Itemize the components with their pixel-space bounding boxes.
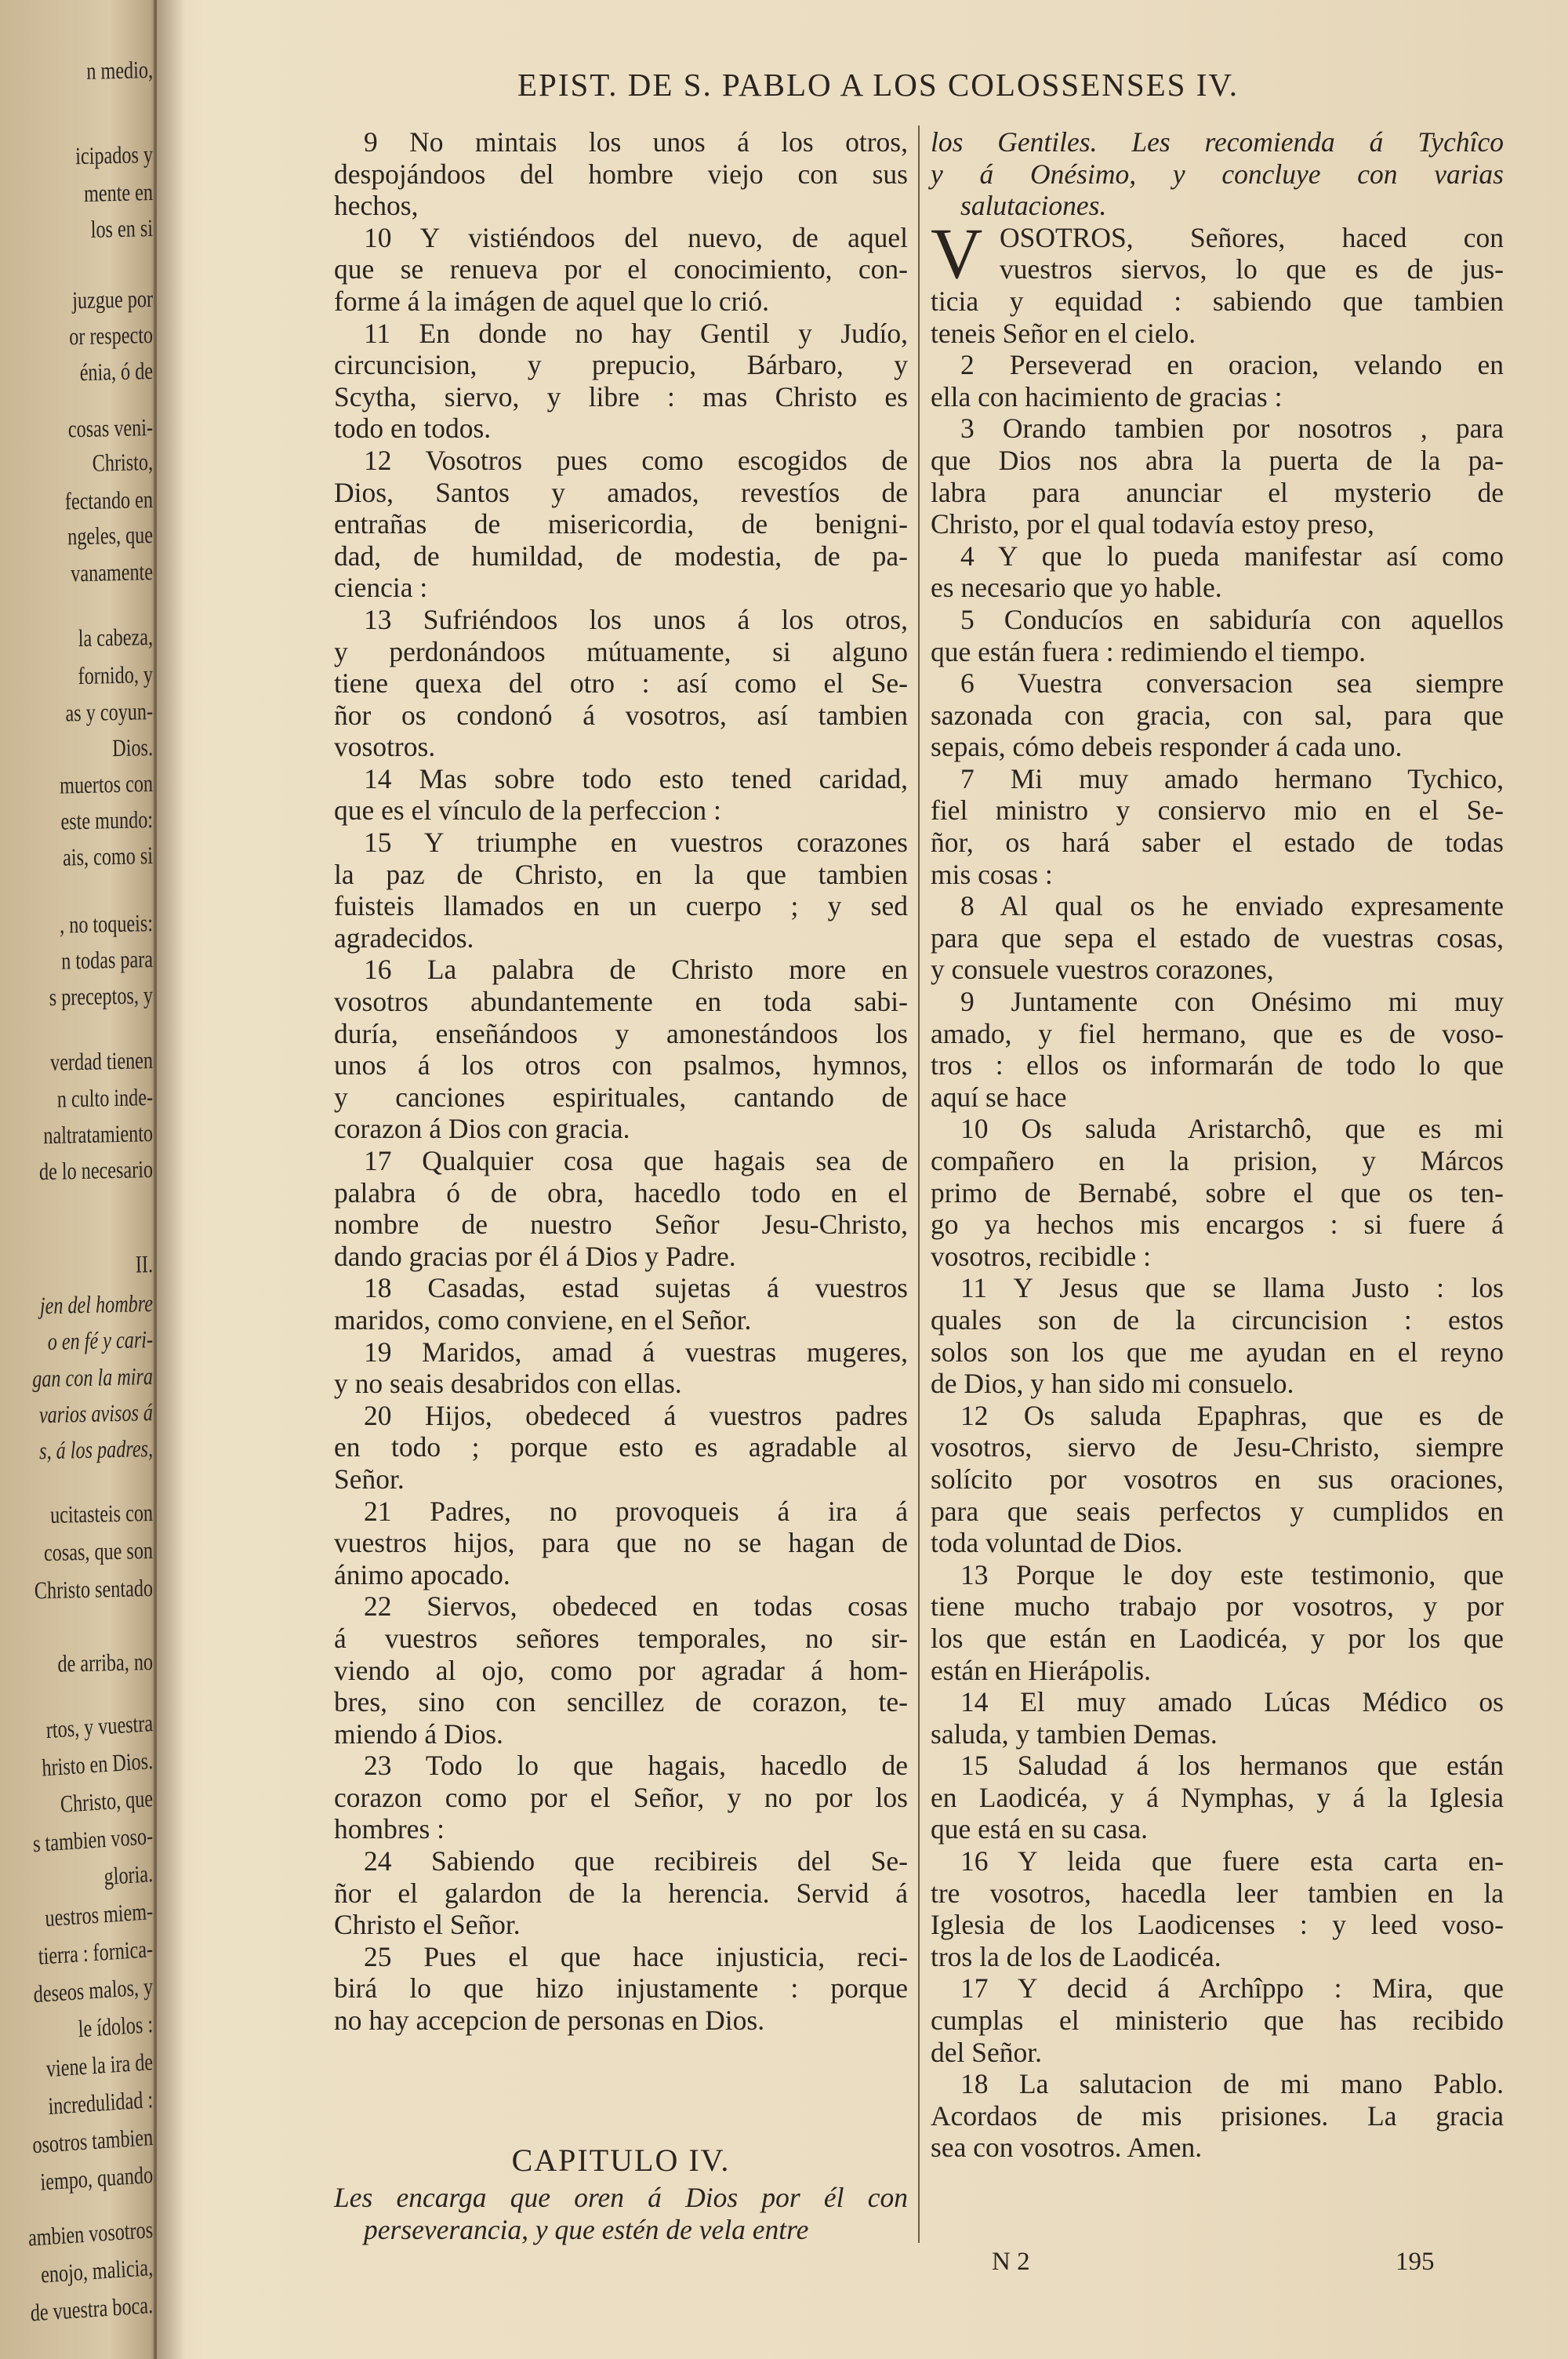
text-line: 15 Y triumphe en vuestros corazones	[364, 827, 908, 859]
text-line: 11 Y Jesus que se llama Justo : los	[960, 1272, 1504, 1304]
text-line: 21 Padres, no provoqueis á ira á	[364, 1495, 908, 1527]
fragment-line: o en fé y cari-	[47, 1325, 154, 1356]
text-line: hechos,	[334, 190, 419, 222]
fragment-line: cosas veni-	[67, 413, 154, 443]
text-line: OSOTROS, Señores, haced con	[1000, 221, 1504, 253]
chapter-summary	[334, 2182, 908, 2245]
fragment-line: viene la ira de	[45, 2048, 154, 2083]
text-line: Scytha, siervo, y libre : mas Christo es	[334, 380, 908, 413]
text-line: 24 Sabiendo que recibireis del Se-	[364, 1845, 908, 1877]
text-line: 12 Os saluda Epaphras, que es de	[960, 1399, 1504, 1431]
text-line: Acordaos de mis prisiones. La gracia	[931, 2099, 1504, 2132]
text-line: 14 El muy amado Lúcas Médico os	[960, 1686, 1504, 1718]
text-line: tros : ellos os informarán de todo lo que	[931, 1049, 1504, 1081]
text-line: 16 La palabra de Christo more en	[364, 954, 908, 986]
drop-capital: V	[931, 213, 983, 293]
text-line: 8 Al qual os he enviado expresamente	[960, 890, 1504, 922]
text-line: sea con vosotros. Amen.	[931, 2132, 1203, 2164]
text-line: del Señor.	[931, 2036, 1042, 2068]
text-line: 23 Todo lo que hagais, hacedlo de	[364, 1750, 908, 1782]
fragment-line: mente en	[83, 178, 154, 207]
fragment-line: iempo, quando	[39, 2161, 154, 2196]
text-line: 20 Hijos, obedeced á vuestros padres	[364, 1399, 908, 1431]
text-line: ella con hacimiento de gracias :	[931, 380, 1283, 413]
text-line: 14 Mas sobre todo esto tened caridad,	[364, 762, 908, 794]
fragment-line: los en si	[90, 214, 154, 243]
text-line: tiene mucho trabajo por vosotros, y por	[931, 1590, 1504, 1623]
text-line: y canciones espirituales, cantando de	[334, 1081, 908, 1113]
binding-shadow	[154, 0, 185, 2359]
fragment-line: ngeles, que	[67, 521, 154, 551]
text-line: que es el vínculo de la perfeccion :	[334, 794, 721, 827]
text-line: 4 Y que lo pueda manifestar así como	[960, 540, 1504, 572]
text-line: que está en su casa.	[931, 1813, 1148, 1845]
chapter-summary-line: los Gentiles. Les recomienda á Tychîco	[931, 126, 1504, 158]
text-line: sazonada con gracia, con sal, para que	[931, 699, 1504, 731]
fragment-line: muertos con	[59, 769, 154, 799]
text-line: 5 Conducíos en sabiduría con aquellos	[960, 603, 1504, 635]
text-line: Christo el Señor.	[334, 1909, 521, 1941]
text-line: despojándoos del hombre viejo con sus	[334, 158, 908, 190]
text-line: 13 Sufriéndoos los unos á los otros,	[364, 603, 908, 635]
text-line: 16 Y leida que fuere esta carta en-	[960, 1845, 1504, 1877]
chapter-summary-line: Les encarga que oren á Dios por él con	[334, 2182, 908, 2213]
text-line: circuncision, y prepucio, Bárbaro, y	[334, 349, 908, 381]
fragment-line: naltratamiento	[43, 1119, 154, 1150]
text-column-left	[334, 126, 908, 2037]
text-line: solos son los que me ayudan en el reyno	[931, 1336, 1504, 1368]
fragment-line: fornido, y	[78, 660, 154, 690]
text-line: 18 Casadas, estad sujetas á vuestros	[364, 1272, 908, 1304]
text-line: 10 Y vistiéndoos del nuevo, de aquel	[364, 221, 908, 253]
text-line: que Dios nos abra la puerta de la pa-	[931, 444, 1504, 476]
fragment-line: s preceptos, y	[49, 981, 154, 1011]
text-line: están en Hierápolis.	[931, 1654, 1151, 1686]
text-line: fiel ministro y consiervo mio en el Se-	[931, 794, 1504, 827]
fragment-line: n culto inde-	[56, 1083, 154, 1113]
fragment-line: gan con la mira	[31, 1362, 154, 1393]
fragment-line: or respecto	[69, 321, 154, 351]
text-line: palabra ó de obra, hacedlo todo en el	[334, 1176, 908, 1209]
text-line: Señor.	[334, 1463, 405, 1495]
text-line: y no seais desabridos con ellas.	[334, 1368, 682, 1400]
chapter-heading: CAPITULO IV.	[511, 2143, 731, 2178]
fragment-line: cosas, que son	[43, 1536, 154, 1567]
text-line: aquí se hace	[931, 1081, 1067, 1113]
text-line: labra para anunciar el mysterio de	[931, 476, 1504, 508]
text-line: dad, de humildad, de modestia, de pa-	[334, 540, 908, 572]
text-line: los que están en Laodicéa, y por los que	[931, 1622, 1504, 1654]
fragment-line: s, á los padres,	[38, 1434, 154, 1465]
fragment-line: as y coyun-	[65, 697, 154, 727]
text-line: solícito por vosotros en sus oraciones,	[931, 1463, 1504, 1495]
fragment-line: vanamente	[71, 558, 154, 587]
text-line: que se renueva por el conocimiento, con-	[334, 253, 908, 285]
text-line: miendo á Dios.	[334, 1717, 503, 1750]
fragment-line: Christo sentado	[34, 1574, 154, 1605]
text-line: 3 Orando tambien por nosotros , para	[960, 413, 1504, 445]
fragment-line: Christo,	[92, 448, 154, 477]
text-line: ñor el galardon de la herencia. Servid á	[334, 1877, 908, 1909]
text-line: 9 No mintais los unos á los otros,	[364, 126, 908, 158]
text-line: quales son de la circuncision : estos	[931, 1303, 1504, 1336]
text-line: 13 Porque le doy este testimonio, que	[960, 1558, 1504, 1590]
fragment-line: ucitasteis con	[49, 1499, 154, 1528]
fragment-line: la cabeza,	[78, 623, 154, 652]
fragment-line: enojo, malicia,	[40, 2253, 154, 2288]
fragment-line: le ídolos :	[78, 2010, 154, 2043]
text-line: tros la de los de Laodicéa.	[931, 1940, 1221, 1972]
text-line: vosotros, recibidle :	[931, 1240, 1151, 1272]
text-line: ticia y equidad : sabiendo que tambien	[931, 285, 1504, 317]
text-line: 17 Qualquier cosa que hagais sea de	[364, 1145, 908, 1176]
text-line: compañero en la prision, y Márcos	[931, 1145, 1504, 1176]
fragment-line: ais, como si	[62, 841, 154, 871]
text-line: de Dios, y han sido mi consuelo.	[931, 1368, 1294, 1400]
text-line: 9 Juntamente con Onésimo mi muy	[960, 986, 1504, 1018]
text-line: unos á los otros con psalmos, hymnos,	[334, 1049, 908, 1081]
fragment-line: n todas para	[60, 945, 154, 975]
text-line: agradecidos.	[334, 921, 474, 954]
text-line: no hay accepcion de personas en Dios.	[334, 2005, 765, 2037]
text-line: en Laodicéa, y á Nymphas, y á la Iglesia	[931, 1781, 1504, 1813]
fragment-line: , no toqueis:	[59, 909, 154, 939]
page-number: 195	[1396, 2248, 1435, 2276]
text-line: entrañas de misericordia, de benigni-	[334, 508, 908, 540]
text-line: ciencia :	[334, 572, 428, 604]
fragment-line: jen del hombre	[39, 1289, 154, 1320]
text-line: dando gracias por él á Dios y Padre.	[334, 1240, 736, 1272]
text-line: vosotros.	[334, 731, 436, 763]
text-line: corazon como por el Señor, y no por los	[334, 1781, 908, 1813]
text-line: 7 Mi muy amado hermano Tychico,	[960, 762, 1504, 794]
fragment-line: uestros miem-	[44, 1897, 154, 1932]
fragment-line: s tambien voso-	[32, 1822, 154, 1858]
text-line: vosotros, siervo de Jesu-Christo, siempre	[931, 1431, 1504, 1463]
text-line: mis cosas :	[931, 858, 1053, 890]
text-line: cumplas el ministerio que has recibido	[931, 2005, 1504, 2037]
text-line: saluda, y tambien Demas.	[931, 1717, 1218, 1750]
text-line: fuisteis llamados en un cuerpo ; y sed	[334, 890, 908, 922]
text-line: la paz de Christo, en la que tambien	[334, 858, 908, 890]
text-line: go ya hechos mis encargos : si fuere á	[931, 1209, 1504, 1241]
fragment-line: tierra : fornica-	[38, 1935, 154, 1970]
fragment-line: icipados y	[75, 140, 154, 170]
text-column-right	[931, 126, 1504, 2164]
text-line: duría, enseñándoos y amonestándoos los	[334, 1017, 908, 1049]
text-line: primo de Bernabé, sobre el que os ten-	[931, 1176, 1504, 1209]
text-line: en todo ; porque esto es agradable al	[334, 1431, 908, 1463]
text-line: y perdonándoos mútuamente, si alguno	[334, 635, 908, 667]
fragment-line: fectando en	[64, 485, 154, 515]
text-line: corazon á Dios con gracia.	[334, 1113, 630, 1145]
fragment-line: varios avisos á	[38, 1398, 154, 1429]
text-line: para que seais perfectos y cumplidos en	[931, 1495, 1504, 1527]
column-divider	[918, 125, 920, 2243]
text-line: para que sepa el estado de vuestras cosas,	[931, 921, 1504, 954]
text-line: y consuele vuestros corazones,	[931, 954, 1274, 986]
chapter-summary-line: salutaciones.	[960, 190, 1107, 222]
fragment-line: incredulidad :	[47, 2085, 154, 2120]
text-line: tiene quexa del otro : así como el Se-	[334, 667, 908, 700]
text-line: hombres :	[334, 1813, 445, 1845]
text-line: 17 Y decid á Archîppo : Mira, que	[960, 1972, 1504, 2005]
text-line: viendo al ojo, como por agradar á hom-	[334, 1654, 908, 1686]
text-line: amado, y fiel hermano, que es de voso-	[931, 1017, 1504, 1049]
running-header: EPIST. DE S. PABLO A LOS COLOSSENSES IV.	[517, 67, 1239, 103]
text-line: bres, sino con sencillez de corazon, te-	[334, 1686, 908, 1718]
fragment-line: gloria.	[103, 1859, 154, 1891]
fragment-line: n medio,	[86, 56, 154, 85]
fragment-line: hristo en Dios.	[41, 1747, 154, 1782]
text-line: 15 Saludad á los hermanos que están	[960, 1750, 1504, 1782]
fragment-line: deseos malos, y	[33, 1972, 154, 2008]
fragment-line: de lo necesario	[38, 1155, 154, 1186]
text-line: ñor os condonó á vosotros, así tambien	[334, 699, 908, 731]
text-line: Christo, por el qual todavía estoy preso,	[931, 508, 1374, 540]
text-line: teneis Señor en el cielo.	[931, 317, 1196, 349]
text-line: birá lo que hizo injustamente : porque	[334, 1972, 908, 2005]
fragment-line: verdad tienen	[49, 1046, 154, 1076]
text-line: 10 Os saluda Aristarchô, que es mi	[960, 1113, 1504, 1145]
printer-signature: N 2	[992, 2248, 1030, 2276]
text-line: vuestros siervos, lo que es de jus-	[1000, 253, 1504, 285]
text-line: Iglesia de los Laodicenses : y leed voso-	[931, 1909, 1504, 1941]
text-line: ánimo apocado.	[334, 1558, 510, 1590]
text-line: Dios, Santos y amados, revestíos de	[334, 476, 908, 508]
text-line: 19 Maridos, amad á vuestras mugeres,	[364, 1336, 908, 1368]
text-line: 11 En donde no hay Gentil y Judío,	[364, 317, 908, 349]
text-line: vosotros abundantemente en toda sabi-	[334, 986, 908, 1018]
text-line: toda voluntad de Dios.	[931, 1527, 1183, 1559]
fragment-line: énia, ó de	[79, 357, 154, 387]
text-line: maridos, como conviene, en el Señor.	[334, 1303, 752, 1336]
text-line: 25 Pues el que hace injusticia, reci-	[364, 1940, 908, 1972]
fragment-line: este mundo:	[60, 805, 154, 835]
text-line: todo en todos.	[334, 413, 492, 445]
text-line: nombre de nuestro Señor Jesu-Christo,	[334, 1209, 908, 1241]
text-line: ñor, os hará saber el estado de todas	[931, 827, 1504, 859]
fragment-line: Dios.	[112, 733, 154, 762]
text-line: es necesario que yo hable.	[931, 572, 1222, 604]
text-line: forme á la imágen de aquel que lo crió.	[334, 285, 769, 317]
chapter-summary-line: perseverancia, y que estén de vela entre	[364, 2213, 809, 2245]
fragment-line: rtos, y vuestra	[45, 1709, 154, 1744]
text-line: 6 Vuestra conversacion sea siempre	[960, 667, 1504, 700]
chapter-summary-line: y á Onésimo, y concluye con varias	[931, 158, 1504, 190]
fragment-line: ambien vosotros	[27, 2215, 154, 2252]
fragment-line: II.	[135, 1250, 154, 1278]
text-line: tre vosotros, hacedla leer tambien en la	[931, 1877, 1504, 1909]
text-line: vuestros hijos, para que no se hagan de	[334, 1527, 908, 1559]
text-line: que están fuera : redimiendo el tiempo.	[931, 635, 1366, 667]
fragment-line: Christo, que	[60, 1784, 154, 1818]
text-line: sepais, cómo debeis responder á cada uno.	[931, 731, 1403, 763]
text-line: 22 Siervos, obedeced en todas cosas	[364, 1590, 908, 1623]
text-line: 18 La salutacion de mi mano Pablo.	[960, 2068, 1504, 2100]
fragment-line: juzgue por	[72, 285, 154, 314]
fragment-line: de arriba, no	[57, 1648, 154, 1677]
text-line: á vuestros señores temporales, no sir-	[334, 1622, 908, 1654]
text-line: 12 Vosotros pues como escogidos de	[364, 444, 908, 476]
fragment-line: osotros tambien	[31, 2123, 154, 2159]
text-line: 2 Perseverad en oracion, velando en	[960, 349, 1504, 381]
fragment-line: de vuestra boca.	[30, 2291, 154, 2327]
